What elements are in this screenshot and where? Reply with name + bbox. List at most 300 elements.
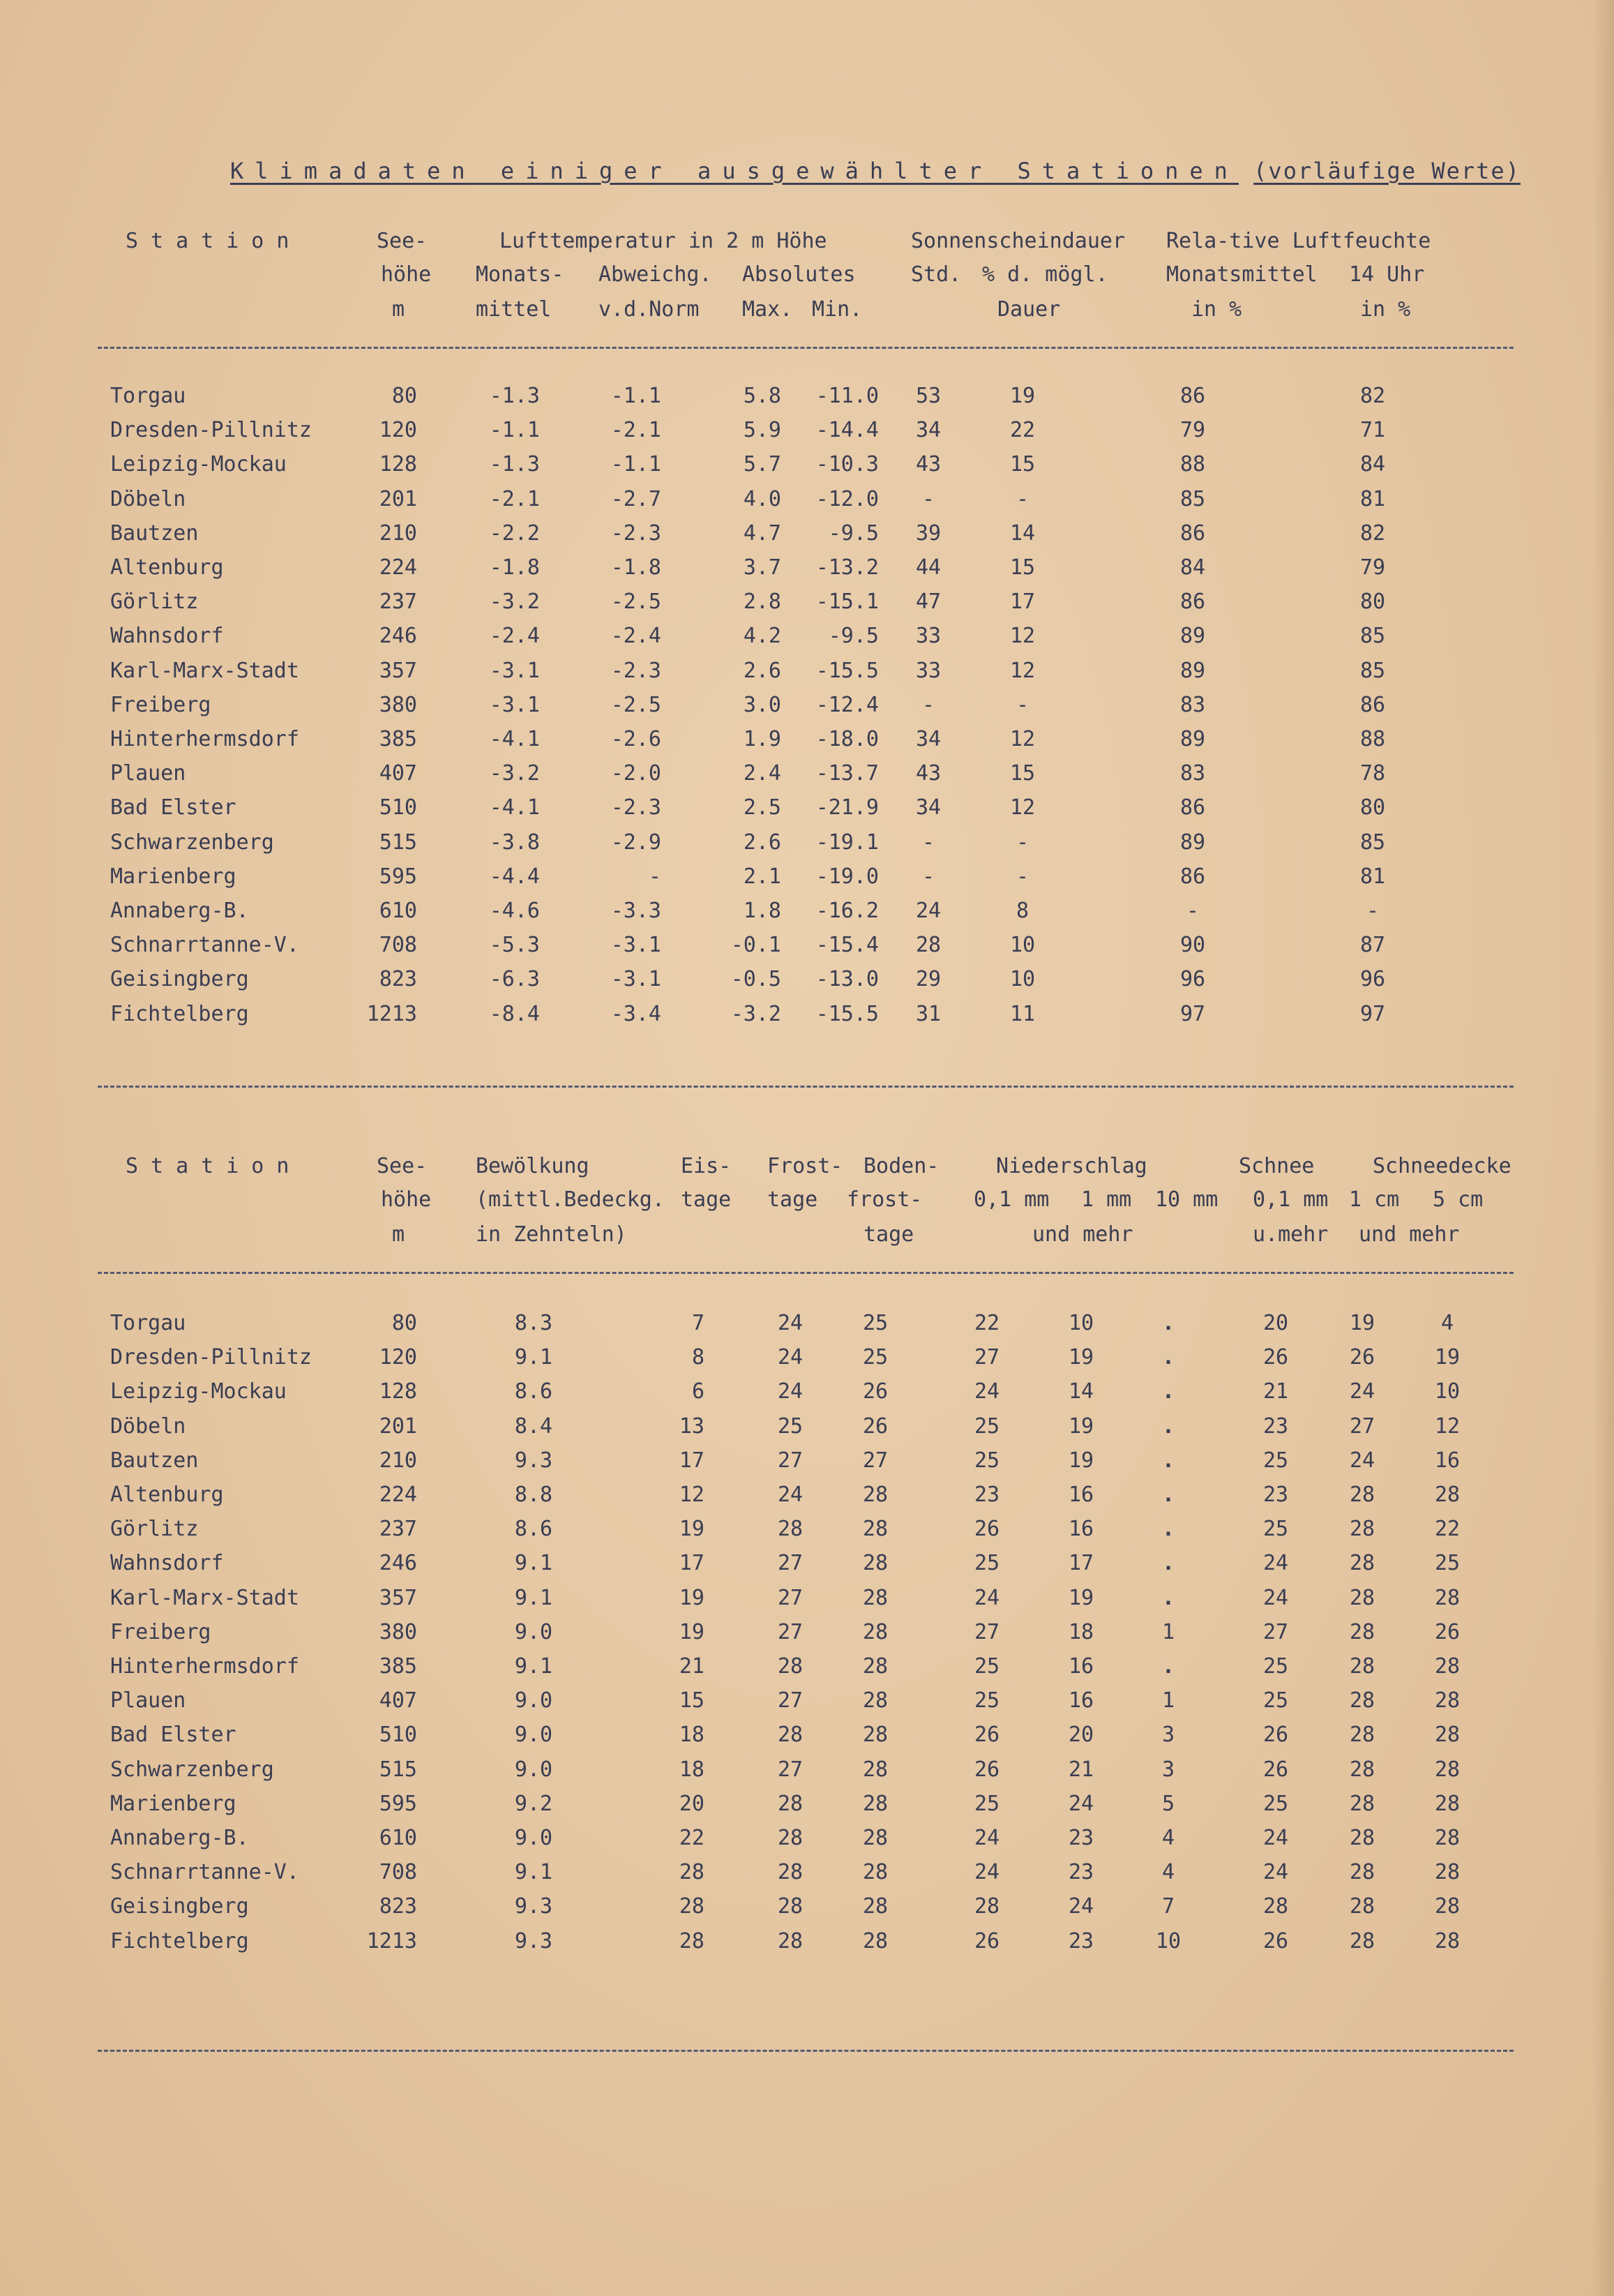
table-row [0, 656, 1614, 686]
cell-monatsmittel: -3.8 [489, 830, 540, 855]
table-row [0, 449, 1614, 480]
cell-n10: 1 [1161, 1619, 1175, 1644]
page-title [230, 158, 1521, 184]
t1-header-dauer: Dauer [997, 297, 1061, 322]
cell-station: Bautzen [110, 1448, 199, 1473]
cell-schnee: 25 [1262, 1517, 1289, 1542]
cell-n01: 25 [974, 1413, 1000, 1439]
cell-pct-moegl: - [1016, 830, 1030, 855]
cell-seehoehe: 246 [379, 624, 417, 649]
cell-pct-moegl: 12 [1009, 624, 1036, 649]
cell-max: 3.7 [743, 555, 781, 580]
cell-bewoelkung: 9.2 [514, 1791, 553, 1816]
cell-rf-14uhr: 82 [1359, 520, 1386, 546]
cell-seehoehe: 1213 [366, 1928, 417, 1953]
table-row [0, 690, 1614, 721]
cell-seehoehe: 407 [379, 761, 417, 786]
cell-sd5: 4 [1440, 1311, 1454, 1335]
cell-frosttage: 28 [777, 1894, 804, 1919]
cell-bewoelkung: 8.4 [514, 1413, 553, 1439]
cell-rf-14uhr: 79 [1359, 555, 1386, 580]
cell-std: 34 [915, 795, 942, 820]
cell-monatsmittel: -3.2 [489, 761, 540, 786]
cell-station: Plauen [110, 761, 186, 786]
cell-std: 39 [915, 520, 942, 546]
cell-n1: 21 [1068, 1757, 1094, 1782]
cell-bodenfrost: 28 [862, 1688, 889, 1713]
table-row [0, 1342, 1614, 1373]
cell-station: Schwarzenberg [110, 1757, 274, 1782]
cell-std: - [921, 830, 935, 855]
cell-std: 53 [915, 384, 942, 408]
cell-seehoehe: 708 [379, 1860, 417, 1885]
cell-eistage: 21 [679, 1654, 704, 1679]
cell-seehoehe: 407 [379, 1688, 417, 1713]
cell-abweichung: -1.8 [610, 555, 661, 580]
cell-station: Altenburg [110, 1483, 224, 1507]
cell-station: Schnarrtanne-V. [110, 933, 299, 958]
cell-n1: 18 [1068, 1619, 1094, 1644]
table-row [0, 1789, 1614, 1819]
cell-station: Schwarzenberg [110, 830, 274, 855]
cell-schnee: 26 [1262, 1345, 1289, 1370]
cell-sd5: 28 [1434, 1723, 1461, 1748]
cell-station: Dresden-Pillnitz [110, 1345, 312, 1370]
cell-abweichung: -2.0 [610, 761, 661, 786]
cell-rf-14uhr: 85 [1359, 658, 1386, 683]
cell-abweichung: -1.1 [610, 384, 661, 408]
cell-rf-monatsmittel: 89 [1179, 727, 1206, 751]
cell-monatsmittel: -1.8 [489, 555, 540, 580]
cell-n10: . [1161, 1311, 1175, 1335]
cell-frosttage: 27 [777, 1448, 804, 1473]
table-row [0, 1891, 1614, 1922]
cell-rf-14uhr: 84 [1359, 452, 1386, 477]
cell-seehoehe: 224 [379, 1483, 417, 1507]
cell-n01: 25 [974, 1791, 1000, 1816]
table-row [0, 1548, 1614, 1579]
cell-rf-14uhr: 82 [1359, 384, 1386, 408]
cell-abweichung: -2.4 [610, 624, 661, 649]
cell-frosttage: 24 [777, 1345, 804, 1370]
cell-rf-monatsmittel: 89 [1179, 830, 1206, 855]
t1-header-abweichung-1: Abweichg. [598, 262, 712, 287]
cell-sd5: 28 [1434, 1928, 1461, 1953]
cell-seehoehe: 610 [379, 899, 417, 923]
cell-sd1: 28 [1349, 1723, 1375, 1748]
cell-min: -12.0 [815, 486, 879, 511]
cell-sd5: 26 [1434, 1619, 1461, 1644]
cell-eistage: 17 [679, 1551, 704, 1576]
cell-sd1: 28 [1349, 1860, 1375, 1885]
cell-n1: 23 [1068, 1826, 1094, 1850]
cell-bewoelkung: 9.1 [514, 1860, 553, 1885]
cell-std: 33 [915, 624, 942, 649]
table-row [0, 758, 1614, 789]
cell-seehoehe: 80 [391, 1311, 417, 1335]
cell-seehoehe: 237 [379, 590, 417, 615]
cell-pct-moegl: 8 [1016, 899, 1030, 923]
table-row [0, 1480, 1614, 1510]
cell-min: -9.5 [828, 624, 879, 649]
table-row [0, 1926, 1614, 1957]
cell-seehoehe: 246 [379, 1551, 417, 1576]
cell-sd5: 28 [1434, 1826, 1461, 1850]
cell-schnee: 26 [1262, 1723, 1289, 1748]
t1-header-monatsmittel-rf: Monatsmittel [1166, 262, 1318, 287]
cell-station: Wahnsdorf [110, 624, 224, 649]
cell-sd5: 28 [1434, 1688, 1461, 1713]
cell-n1: 14 [1068, 1379, 1094, 1404]
cell-rf-monatsmittel: 83 [1179, 692, 1206, 717]
cell-n01: 27 [974, 1345, 1000, 1370]
title-main: Klimadaten einiger ausgewählter Stationen [230, 158, 1239, 184]
cell-rf-14uhr: 85 [1359, 830, 1386, 855]
cell-n01: 25 [974, 1654, 1000, 1679]
t2-header-bodenfrost-1: Boden- [863, 1154, 940, 1178]
cell-station: Plauen [110, 1688, 186, 1713]
cell-seehoehe: 823 [379, 967, 417, 992]
cell-min: -13.2 [815, 555, 879, 580]
cell-n01: 24 [974, 1860, 1000, 1885]
cell-station: Bad Elster [110, 1723, 236, 1748]
cell-max: 2.8 [743, 590, 781, 615]
cell-bewoelkung: 8.3 [514, 1311, 553, 1335]
cell-rf-14uhr: 96 [1359, 967, 1386, 992]
cell-bodenfrost: 28 [862, 1654, 889, 1679]
t2-header-bodenfrost-2: frost- [847, 1187, 923, 1212]
cell-station: Görlitz [110, 590, 199, 615]
cell-eistage: 12 [679, 1483, 704, 1507]
t2-header-und-mehr-1: und mehr [1032, 1222, 1133, 1247]
cell-seehoehe: 380 [379, 692, 417, 717]
cell-pct-moegl: 10 [1009, 967, 1036, 992]
cell-bewoelkung: 9.0 [514, 1757, 553, 1782]
cell-station: Annaberg-B. [110, 899, 249, 923]
t2-header-n1: 1 mm [1081, 1187, 1132, 1212]
cell-seehoehe: 201 [379, 1413, 417, 1439]
cell-seehoehe: 128 [379, 452, 417, 477]
cell-rf-monatsmittel: 86 [1179, 384, 1206, 408]
cell-pct-moegl: - [1016, 864, 1030, 889]
cell-station: Hinterhermsdorf [110, 1654, 299, 1679]
cell-schnee: 20 [1262, 1311, 1289, 1335]
cell-rf-monatsmittel: 79 [1179, 418, 1206, 443]
cell-max: 1.9 [743, 727, 781, 751]
cell-sd1: 24 [1349, 1379, 1375, 1404]
cell-bodenfrost: 26 [862, 1413, 889, 1439]
t2-header-bewoelkung-2: (mittl.Bedeckg. [476, 1187, 665, 1212]
cell-sd1: 28 [1349, 1928, 1375, 1953]
cell-frosttage: 28 [777, 1928, 804, 1953]
cell-station: Bautzen [110, 520, 199, 546]
cell-std: 28 [915, 933, 942, 958]
cell-seehoehe: 610 [379, 1826, 417, 1850]
cell-monatsmittel: -1.1 [489, 418, 540, 443]
cell-n1: 23 [1068, 1860, 1094, 1885]
cell-frosttage: 28 [777, 1791, 804, 1816]
t2-header-eistage-2: tage [681, 1187, 732, 1212]
cell-n01: 26 [974, 1757, 1000, 1782]
t1-header-abweichung-2: v.d.Norm [598, 297, 700, 322]
cell-max: 5.7 [743, 452, 781, 477]
cell-n1: 24 [1068, 1791, 1094, 1816]
cell-seehoehe: 708 [379, 933, 417, 958]
cell-pct-moegl: 11 [1009, 1001, 1036, 1026]
cell-rf-14uhr: 86 [1359, 692, 1386, 717]
cell-max: -0.1 [730, 933, 781, 958]
cell-abweichung: -2.6 [610, 727, 661, 751]
table-row [0, 1514, 1614, 1545]
cell-sd1: 28 [1349, 1517, 1375, 1542]
cell-monatsmittel: -2.4 [489, 624, 540, 649]
cell-station: Leipzig-Mockau [110, 1379, 287, 1404]
cell-bewoelkung: 9.3 [514, 1928, 553, 1953]
cell-rf-monatsmittel: 97 [1179, 1001, 1206, 1026]
cell-eistage: 19 [679, 1619, 704, 1644]
cell-rf-14uhr: 78 [1359, 761, 1386, 786]
cell-eistage: 6 [691, 1379, 704, 1404]
t1-header-seehoehe-3: m [392, 297, 405, 322]
cell-seehoehe: 385 [379, 727, 417, 751]
t1-header-station: Station [126, 229, 302, 253]
t1-header-sonnenschein: Sonnenscheindauer [911, 229, 1126, 253]
t2-header-seehoehe-1: See- [377, 1154, 428, 1178]
cell-bewoelkung: 8.6 [514, 1379, 553, 1404]
cell-frosttage: 27 [777, 1619, 804, 1644]
cell-seehoehe: 224 [379, 555, 417, 580]
cell-station: Karl-Marx-Stadt [110, 1585, 299, 1610]
cell-n01: 25 [974, 1688, 1000, 1713]
cell-seehoehe: 128 [379, 1379, 417, 1404]
cell-seehoehe: 120 [379, 1345, 417, 1370]
cell-seehoehe: 357 [379, 658, 417, 683]
cell-abweichung: -2.5 [610, 692, 661, 717]
cell-station: Görlitz [110, 1517, 199, 1542]
cell-monatsmittel: -3.1 [489, 658, 540, 683]
cell-n1: 19 [1068, 1413, 1094, 1439]
cell-min: -13.7 [815, 761, 879, 786]
cell-sd1: 28 [1349, 1894, 1375, 1919]
cell-sd5: 28 [1434, 1894, 1461, 1919]
cell-sd1: 28 [1349, 1585, 1375, 1610]
cell-min: -15.4 [815, 933, 879, 958]
cell-station: Torgau [110, 1311, 186, 1335]
cell-bodenfrost: 27 [862, 1448, 889, 1473]
table-row [0, 827, 1614, 858]
t1-header-std: Std. [911, 262, 962, 287]
cell-rf-monatsmittel: 89 [1179, 624, 1206, 649]
t1-header-absolutes: Absolutes [742, 262, 856, 287]
cell-seehoehe: 385 [379, 1654, 417, 1679]
table-row [0, 1720, 1614, 1750]
cell-n1: 20 [1068, 1723, 1094, 1748]
cell-frosttage: 24 [777, 1311, 804, 1335]
cell-max: 2.5 [743, 795, 781, 820]
t2-header-niederschlag: Niederschlag [996, 1154, 1147, 1178]
cell-station: Torgau [110, 384, 186, 408]
cell-n10: 1 [1161, 1688, 1175, 1713]
table-row [0, 1583, 1614, 1614]
cell-frosttage: 24 [777, 1483, 804, 1507]
divider [98, 347, 1514, 349]
cell-bewoelkung: 9.1 [514, 1345, 553, 1370]
cell-max: 4.7 [743, 520, 781, 546]
cell-n10: . [1161, 1585, 1175, 1610]
cell-schnee: 23 [1262, 1413, 1289, 1439]
cell-rf-14uhr: 80 [1359, 795, 1386, 820]
cell-sd5: 19 [1434, 1345, 1461, 1370]
cell-bodenfrost: 28 [862, 1517, 889, 1542]
cell-n10: 10 [1155, 1928, 1182, 1953]
cell-bodenfrost: 28 [862, 1551, 889, 1576]
cell-bodenfrost: 28 [862, 1860, 889, 1885]
cell-n10: . [1161, 1483, 1175, 1507]
table-row [0, 1755, 1614, 1785]
cell-n01: 22 [974, 1311, 1000, 1335]
cell-schnee: 28 [1262, 1894, 1289, 1919]
cell-rf-monatsmittel: 86 [1179, 590, 1206, 615]
cell-pct-moegl: 15 [1009, 452, 1036, 477]
cell-station: Döbeln [110, 486, 186, 511]
cell-seehoehe: 120 [379, 418, 417, 443]
table-row [0, 1823, 1614, 1854]
cell-frosttage: 27 [777, 1688, 804, 1713]
title-note: (vorläufige Werte) [1253, 158, 1521, 184]
cell-pct-moegl: 15 [1009, 555, 1036, 580]
table-row [0, 1686, 1614, 1716]
table-row [0, 999, 1614, 1030]
cell-schnee: 21 [1262, 1379, 1289, 1404]
cell-abweichung: -2.5 [610, 590, 661, 615]
cell-bodenfrost: 28 [862, 1585, 889, 1610]
cell-bodenfrost: 25 [862, 1345, 889, 1370]
t2-header-und-mehr-2: und mehr [1359, 1222, 1460, 1247]
cell-seehoehe: 595 [379, 864, 417, 889]
cell-eistage: 19 [679, 1517, 704, 1542]
t2-header-bewoelkung-1: Bewölkung [476, 1154, 589, 1178]
cell-rf-monatsmittel: 96 [1179, 967, 1206, 992]
cell-min: -18.0 [815, 727, 879, 751]
cell-station: Fichtelberg [110, 1928, 249, 1953]
cell-bewoelkung: 9.3 [514, 1448, 553, 1473]
cell-abweichung: -3.1 [610, 967, 661, 992]
table-row [0, 793, 1614, 823]
cell-sd1: 27 [1349, 1413, 1375, 1439]
cell-n10: 4 [1161, 1860, 1175, 1885]
cell-std: 43 [915, 452, 942, 477]
cell-sd1: 28 [1349, 1791, 1375, 1816]
t1-header-in-pct-1: in % [1191, 297, 1242, 322]
divider [98, 1086, 1514, 1088]
t2-header-schnee: Schnee [1239, 1154, 1315, 1178]
cell-eistage: 28 [679, 1928, 704, 1953]
cell-n10: . [1161, 1517, 1175, 1542]
cell-rf-monatsmittel: 85 [1179, 486, 1206, 511]
table-row [0, 553, 1614, 583]
cell-n01: 26 [974, 1723, 1000, 1748]
cell-n01: 27 [974, 1619, 1000, 1644]
cell-rf-14uhr: 88 [1359, 727, 1386, 751]
cell-max: 5.8 [743, 384, 781, 408]
table-row [0, 896, 1614, 926]
cell-pct-moegl: 12 [1009, 658, 1036, 683]
cell-schnee: 23 [1262, 1483, 1289, 1507]
cell-n10: . [1161, 1345, 1175, 1370]
cell-n01: 25 [974, 1551, 1000, 1576]
cell-n1: 16 [1068, 1654, 1094, 1679]
cell-abweichung: -1.1 [610, 452, 661, 477]
cell-bodenfrost: 28 [862, 1928, 889, 1953]
cell-sd5: 22 [1434, 1517, 1461, 1542]
cell-n1: 24 [1068, 1894, 1094, 1919]
cell-n01: 24 [974, 1585, 1000, 1610]
cell-bodenfrost: 28 [862, 1791, 889, 1816]
cell-n10: 4 [1161, 1826, 1175, 1850]
cell-seehoehe: 80 [391, 384, 417, 408]
cell-frosttage: 27 [777, 1757, 804, 1782]
cell-max: 5.9 [743, 418, 781, 443]
table-row [0, 621, 1614, 652]
cell-frosttage: 28 [777, 1654, 804, 1679]
divider [98, 2050, 1514, 2052]
table-row [0, 484, 1614, 515]
cell-sd5: 28 [1434, 1791, 1461, 1816]
table-row [0, 1446, 1614, 1476]
cell-seehoehe: 515 [379, 830, 417, 855]
cell-abweichung: -2.3 [610, 658, 661, 683]
cell-std: 29 [915, 967, 942, 992]
cell-abweichung: -3.1 [610, 933, 661, 958]
cell-sd5: 28 [1434, 1757, 1461, 1782]
cell-schnee: 24 [1262, 1826, 1289, 1850]
cell-eistage: 18 [679, 1723, 704, 1748]
t2-header-umehr: u.mehr [1253, 1222, 1329, 1247]
t2-header-sd5: 5 cm [1433, 1187, 1484, 1212]
cell-sd5: 28 [1434, 1483, 1461, 1507]
cell-max: -3.2 [730, 1001, 781, 1026]
cell-rf-monatsmittel: 86 [1179, 520, 1206, 546]
cell-min: -12.4 [815, 692, 879, 717]
cell-frosttage: 27 [777, 1551, 804, 1576]
cell-bewoelkung: 9.1 [514, 1654, 553, 1679]
cell-std: - [921, 692, 935, 717]
cell-frosttage: 28 [777, 1723, 804, 1748]
cell-sd1: 28 [1349, 1551, 1375, 1576]
cell-station: Karl-Marx-Stadt [110, 658, 299, 683]
t1-header-seehoehe-2: höhe [381, 262, 432, 287]
cell-n01: 25 [974, 1448, 1000, 1473]
cell-station: Marienberg [110, 1791, 236, 1816]
cell-bodenfrost: 28 [862, 1483, 889, 1507]
cell-monatsmittel: -1.3 [489, 384, 540, 408]
table-row [0, 1857, 1614, 1888]
cell-bodenfrost: 28 [862, 1619, 889, 1644]
table-row [0, 930, 1614, 961]
cell-n01: 24 [974, 1826, 1000, 1850]
t2-header-frosttage-2: tage [767, 1187, 818, 1212]
cell-eistage: 7 [691, 1311, 704, 1335]
cell-max: -0.5 [730, 967, 781, 992]
cell-rf-monatsmittel: 88 [1179, 452, 1206, 477]
t1-header-lufttemp: Lufttemperatur in 2 m Höhe [499, 229, 827, 253]
cell-monatsmittel: -1.3 [489, 452, 540, 477]
cell-min: -15.5 [815, 1001, 879, 1026]
cell-bewoelkung: 8.8 [514, 1483, 553, 1507]
cell-rf-14uhr: - [1366, 899, 1380, 923]
cell-schnee: 25 [1262, 1791, 1289, 1816]
cell-n1: 19 [1068, 1585, 1094, 1610]
